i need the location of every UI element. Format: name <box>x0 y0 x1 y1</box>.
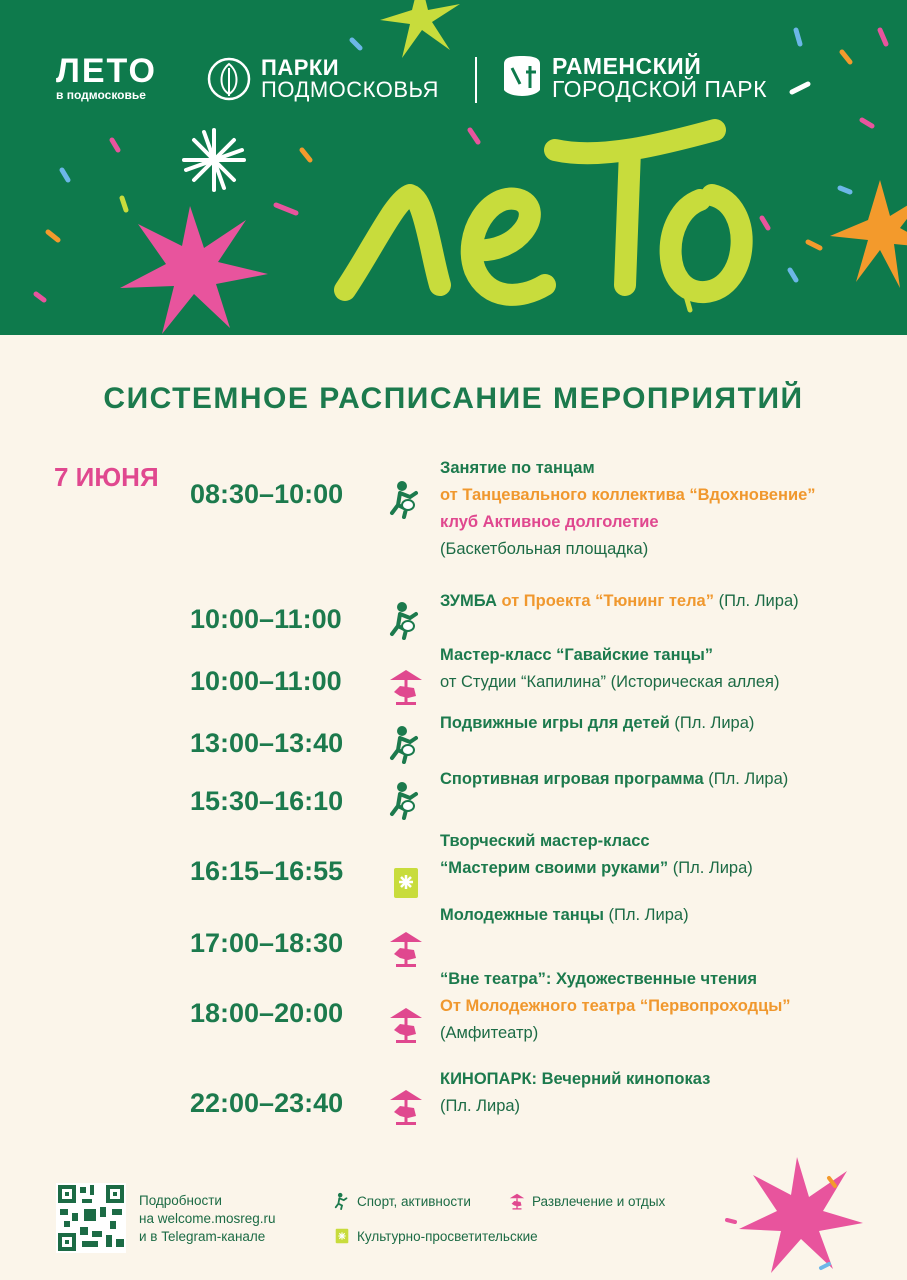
event-text-segment: (Пл. Лира) <box>608 906 689 924</box>
event-text-segment: (Пл. Лира) <box>669 714 755 732</box>
event-text-segment: Спортивная игровая программа <box>440 770 704 788</box>
leaf-icon <box>207 56 251 102</box>
footer-info-line2: на welcome.mosreg.ru <box>139 1211 276 1226</box>
sport-icon <box>386 724 426 764</box>
event-description-line <box>440 482 816 509</box>
footer-info-line1: Подробности <box>139 1193 222 1208</box>
decorative-star <box>725 1150 865 1280</box>
legend-culture-label: Культурно-просветительские <box>357 1228 538 1244</box>
event-description <box>440 1066 710 1120</box>
event-description <box>440 902 689 929</box>
footer-info <box>139 1192 276 1246</box>
ramensky-logo-line1: РАМЕНСКИЙ <box>552 53 702 79</box>
event-text-segment: (Баскетбольная площадка) <box>440 540 649 558</box>
event-date: 7 ИЮНЯ <box>54 462 159 492</box>
event-text-segment: (Пл. Лира) <box>440 1097 521 1115</box>
event-time: 18:00–20:00 <box>190 998 344 1028</box>
legend-sport-label: Спорт, активности <box>357 1193 471 1209</box>
event-description-line <box>440 588 799 615</box>
event-description-line <box>440 828 753 855</box>
qr-code-icon[interactable] <box>56 1183 126 1253</box>
carousel-icon <box>386 1004 426 1044</box>
event-description-line <box>440 766 788 793</box>
event-time: 08:30–10:00 <box>190 479 344 509</box>
parks-logo-line2: ПОДМОСКОВЬЯ <box>261 77 439 102</box>
event-description-line <box>440 455 816 482</box>
event-text-segment: Молодежные танцы <box>440 906 609 924</box>
sport-icon <box>386 479 426 519</box>
parks-logo-line1: ПАРКИ <box>261 55 340 80</box>
event-description-line <box>440 993 791 1020</box>
decorative-confetti <box>0 0 907 335</box>
book-icon <box>386 862 426 902</box>
park-emblem-icon <box>500 54 544 102</box>
legend-sport <box>333 1191 471 1211</box>
event-text-segment: от Студии “Капилина” (Историческая аллея) <box>440 673 780 691</box>
event-text-segment: от Проекта “Тюнинг тела” <box>501 592 714 610</box>
sport-icon <box>333 1191 351 1211</box>
event-time: 22:00–23:40 <box>190 1088 344 1118</box>
event-description <box>440 588 799 615</box>
event-time: 10:00–11:00 <box>190 604 342 634</box>
legend-culture <box>333 1226 538 1246</box>
event-description-line <box>440 1093 710 1120</box>
event-time: 16:15–16:55 <box>190 856 344 886</box>
carousel-icon <box>386 666 426 706</box>
event-text-segment: (Пл. Лира) <box>703 770 789 788</box>
footer-info-line3: и в Telegram-канале <box>139 1229 266 1244</box>
event-text-segment: (Пл. Лира) <box>668 859 753 877</box>
event-text-segment: Подвижные игры для детей <box>440 714 670 732</box>
header-banner <box>0 0 907 335</box>
carousel-icon <box>386 1086 426 1126</box>
event-description <box>440 642 780 696</box>
event-text-segment: Творческий мастер-класс <box>440 832 650 850</box>
event-time: 17:00–18:30 <box>190 928 344 958</box>
event-time: 13:00–13:40 <box>190 728 344 758</box>
event-description-line <box>440 902 689 929</box>
carousel-icon <box>508 1191 526 1211</box>
event-description-line <box>440 855 753 882</box>
event-description-line <box>440 669 780 696</box>
event-description-line <box>440 710 754 737</box>
ramensky-logo-line2: ГОРОДСКОЙ ПАРК <box>552 76 768 102</box>
event-text-segment: клуб Активное долголетие <box>440 513 659 531</box>
legend-fun-label: Развлечение и отдых <box>532 1193 666 1209</box>
leto-logo-title: ЛЕТО <box>56 52 157 90</box>
event-description <box>440 966 791 1047</box>
book-icon <box>333 1226 351 1246</box>
event-text-segment: “Вне театра”: Художественные чтения <box>440 970 758 988</box>
event-description-line <box>440 966 791 993</box>
page-title: СИСТЕМНОЕ РАСПИСАНИЕ МЕРОПРИЯТИЙ <box>103 382 804 415</box>
event-text-segment: (Пл. Лира) <box>713 592 799 610</box>
sport-icon <box>386 780 426 820</box>
event-text-segment: (Амфитеатр) <box>440 1024 539 1042</box>
event-text-segment: ЗУМБА <box>440 592 502 610</box>
event-description-line <box>440 1066 710 1093</box>
event-description <box>440 766 788 793</box>
leto-logo-subtitle: в подмосковье <box>56 88 146 102</box>
event-description <box>440 455 816 563</box>
event-description-line <box>440 642 780 669</box>
event-text-segment: КИНОПАРК: Вечерний кинопоказ <box>440 1070 711 1088</box>
ramensky-park-logo <box>500 54 767 102</box>
event-text-segment: Занятие по танцам <box>440 459 595 477</box>
logo-divider <box>475 57 477 103</box>
event-description-line <box>440 509 816 536</box>
sport-icon <box>386 600 426 640</box>
event-description <box>440 710 754 737</box>
event-time: 15:30–16:10 <box>190 786 344 816</box>
event-time: 10:00–11:00 <box>190 666 342 696</box>
event-description-line <box>440 1020 791 1047</box>
event-text-segment: от Танцевального коллектива “Вдохновение” <box>440 486 816 504</box>
event-text-segment: От Молодежного театра “Первопроходцы” <box>440 997 791 1015</box>
event-text-segment: Мастер-класс “Гавайские танцы” <box>440 646 714 664</box>
event-description <box>440 828 753 882</box>
leto-logo <box>56 54 157 102</box>
legend-fun <box>508 1191 665 1211</box>
parks-logo <box>207 56 439 102</box>
carousel-icon <box>386 928 426 968</box>
event-description-line <box>440 536 816 563</box>
event-text-segment: “Мастерим своими руками” <box>440 859 669 877</box>
